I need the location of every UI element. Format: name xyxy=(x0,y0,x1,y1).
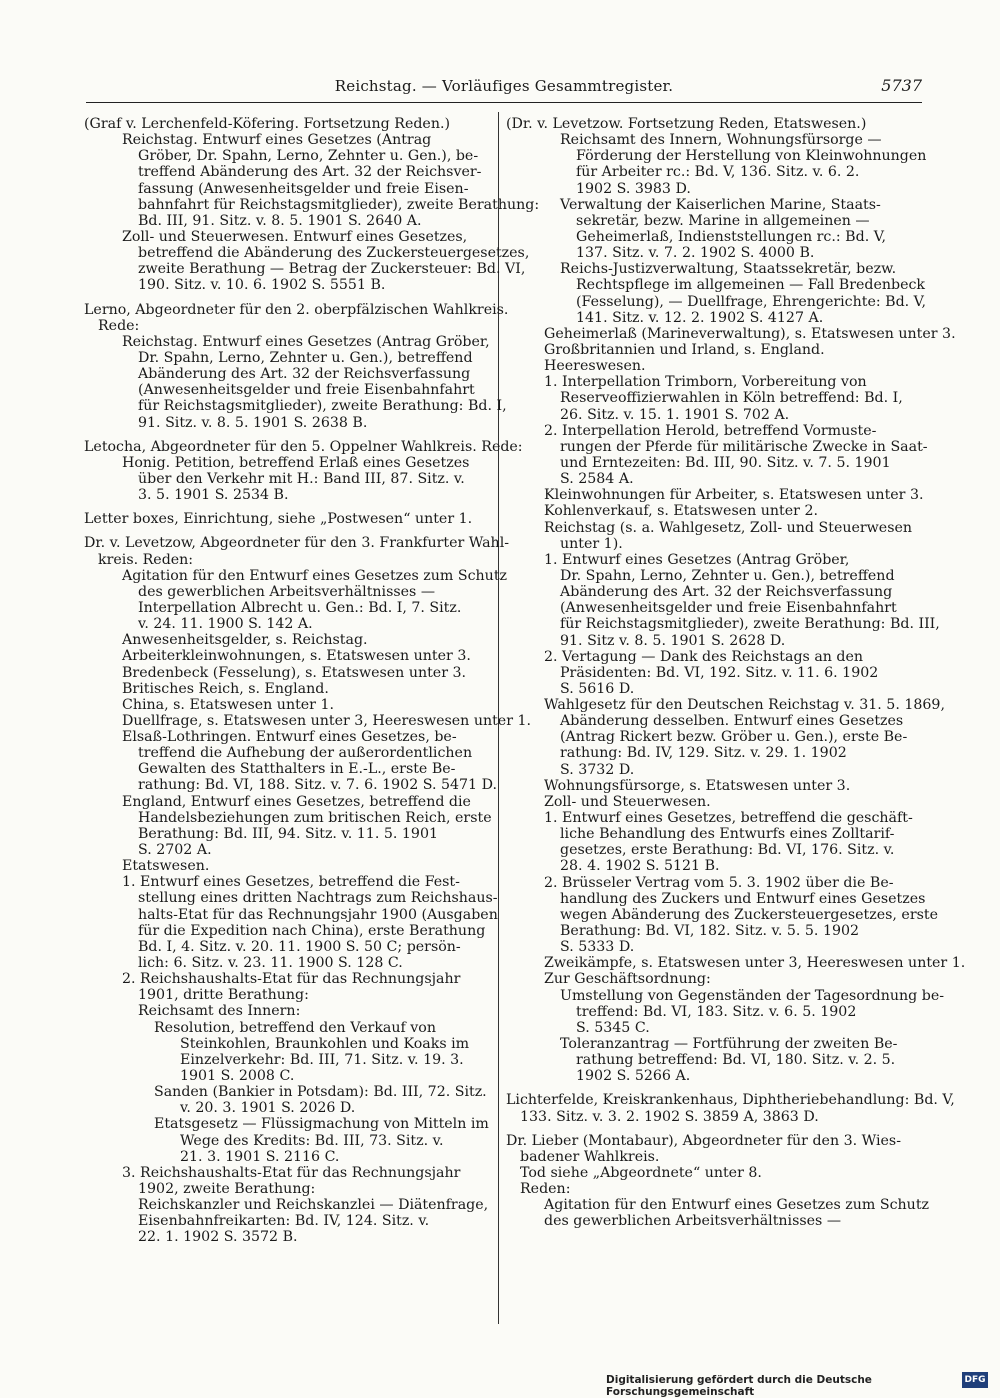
right-column xyxy=(506,116,966,1321)
index-line: Dr. Spahn, Lerno, Zehnter u. Gen.), betreffend xyxy=(560,567,895,584)
index-line: 3. 5. 1901 S. 2534 B. xyxy=(138,487,289,504)
index-line: Reichskanzler und Reichskanzlei — Diätenfrage, xyxy=(138,1197,489,1214)
index-line: 1901, dritte Berathung: xyxy=(138,987,309,1004)
index-line: 1902 S. 3983 D. xyxy=(576,180,691,197)
index-line: Etatsgesetz — Flüssigmachung von Mitteln im xyxy=(154,1116,489,1133)
index-line: Letocha, Abgeordneter für den 5. Oppelner Wahlkreis. Rede: xyxy=(84,438,523,455)
entry-spacer xyxy=(84,503,502,511)
index-line: Reichs-Justizverwaltung, Staatssekretär, bezw. xyxy=(560,261,897,278)
index-line: 3. Reichshaushalts-Etat für das Rechnungsjahr xyxy=(122,1164,461,1181)
index-line: S. 5616 D. xyxy=(560,680,635,697)
index-line: 190. Sitz. v. 10. 6. 1902 S. 5551 B. xyxy=(138,277,386,294)
index-line: S. 2702 A. xyxy=(138,842,212,859)
index-line: Förderung der Herstellung von Kleinwohnungen xyxy=(576,148,927,165)
index-line: Arbeiterkleinwohnungen, s. Etatswesen unter 3. xyxy=(122,648,471,665)
index-line: für die Expedition nach China), erste Berathung xyxy=(138,922,486,939)
running-header xyxy=(86,76,922,103)
index-line: 2. Vertagung — Dank des Reichstags an den xyxy=(544,648,864,665)
index-line: Abänderung desselben. Entwurf eines Gesetzes xyxy=(560,713,904,730)
index-line: Bd. III, 91. Sitz. v. 8. 5. 1901 S. 2640 A. xyxy=(138,212,422,229)
index-line: 1. Entwurf eines Gesetzes (Antrag Gröber, xyxy=(544,551,850,568)
index-line: 21. 3. 1901 S. 2116 C. xyxy=(180,1148,340,1165)
index-line: Abänderung des Art. 32 der Reichsverfassung xyxy=(138,366,471,383)
page-number: 5737 xyxy=(881,76,922,95)
index-line: England, Entwurf eines Gesetzes, betreffend die xyxy=(122,793,471,810)
index-line: 137. Sitz. v. 7. 2. 1902 S. 4000 B. xyxy=(576,245,815,262)
index-line: 1. Entwurf eines Gesetzes, betreffend die Fest- xyxy=(122,874,460,891)
index-line: (Anwesenheitsgelder und freie Eisenbahnfahrt xyxy=(560,600,897,617)
index-line: Tod siehe „Abgeordnete“ unter 8. xyxy=(520,1165,762,1181)
header-title: Reichstag. — Vorläufiges Gesammtregister. xyxy=(334,77,674,95)
index-line: Rede: xyxy=(98,317,140,334)
index-line: China, s. Etatswesen unter 1. xyxy=(122,696,335,713)
index-line: 2. Interpellation Herold, betreffend Vormuste- xyxy=(544,422,877,439)
index-line: Reichstag. Entwurf eines Gesetzes (Antrag Gröber, xyxy=(122,333,490,350)
index-line: Zoll- und Steuerwesen. xyxy=(544,793,711,810)
index-line: Interpellation Albrecht u. Gen.: Bd. I, 7. Sitz. xyxy=(138,599,462,616)
index-line: halts-Etat für das Rechnungsjahr 1900 (Ausgaben xyxy=(138,906,498,923)
index-line: Großbritannien und Irland, s. England. xyxy=(544,341,825,358)
index-line: Reichstag. Entwurf eines Gesetzes (Antrag xyxy=(122,132,432,149)
index-line: für Reichstagsmitglieder), zweite Berathung: Bd. I, xyxy=(138,398,507,415)
index-line: 22. 1. 1902 S. 3572 B. xyxy=(138,1229,298,1246)
index-line: zweite Berathung — Betrag der Zuckersteuer: Bd. VI, xyxy=(138,261,526,278)
index-line: 1902 S. 5266 A. xyxy=(576,1068,691,1085)
index-line: (Anwesenheitsgelder und freie Eisenbahnfahrt xyxy=(138,382,475,399)
index-line: 1902, zweite Berathung: xyxy=(138,1181,316,1197)
index-line: Gewalten des Statthalters in E.-L., erste Be- xyxy=(138,761,456,778)
index-line: 91. Sitz. v. 8. 5. 1901 S. 2638 B. xyxy=(138,414,368,431)
index-line: S. 5333 D. xyxy=(560,939,635,956)
index-line: Resolution, betreffend den Verkauf von xyxy=(154,1019,436,1036)
index-line: und Erntezeiten: Bd. III, 90. Sitz. v. 7. 5. 1901 xyxy=(560,454,891,471)
entry-spacer xyxy=(84,527,502,535)
index-line: S. 5345 C. xyxy=(576,1019,650,1036)
index-line: Heereswesen. xyxy=(544,358,646,375)
index-line: 1901 S. 2008 C. xyxy=(180,1068,295,1085)
index-line: Umstellung von Gegenständen der Tagesordnung be- xyxy=(560,987,945,1004)
index-line: (Graf v. Lerchenfeld-Köfering. Fortsetzung Reden.) xyxy=(84,116,451,132)
index-line: Anwesenheitsgelder, s. Reichstag. xyxy=(122,632,368,649)
index-line: fassung (Anwesenheitsgelder und freie Eisen- xyxy=(138,180,469,197)
index-line: rathung: Bd. IV, 129. Sitz. v. 29. 1. 1902 xyxy=(560,745,847,762)
index-line: 26. Sitz. v. 15. 1. 1901 S. 702 A. xyxy=(560,406,790,423)
entry-spacer xyxy=(84,294,502,302)
index-line: 141. Sitz. v. 12. 2. 1902 S. 4127 A. xyxy=(576,309,824,326)
index-line: rathung betreffend: Bd. VI, 180. Sitz. v. 2. 5. xyxy=(576,1052,896,1069)
index-line: Honig. Petition, betreffend Erlaß eines Gesetzes xyxy=(122,454,470,471)
index-line: Agitation für den Entwurf eines Gesetzes zum Schutz xyxy=(122,567,507,584)
index-line: Geheimerlaß, Indienststellungen rc.: Bd. V, xyxy=(576,228,886,245)
index-line: v. 24. 11. 1900 S. 142 A. xyxy=(138,616,313,633)
index-line: S. 2584 A. xyxy=(560,471,634,488)
entry-spacer xyxy=(84,431,502,439)
index-line: Kohlenverkauf, s. Etatswesen unter 2. xyxy=(544,503,818,520)
dfg-logo-icon: DFG xyxy=(962,1372,988,1388)
index-line: Dr. Lieber (Montabaur), Abgeordneter für den 3. Wies- xyxy=(506,1132,901,1149)
index-line: Letter boxes, Einrichtung, siehe „Postwesen“ unter 1. xyxy=(84,511,473,528)
index-line: 133. Sitz. v. 3. 2. 1902 S. 3859 A, 3863 D. xyxy=(520,1108,819,1125)
index-line: für Arbeiter rc.: Bd. V, 136. Sitz. v. 6. 2. xyxy=(576,164,860,181)
index-line: S. 3732 D. xyxy=(560,761,635,778)
index-line: Lerno, Abgeordneter für den 2. oberpfälzischen Wahlkreis. xyxy=(84,301,509,318)
index-line: (Antrag Rickert bezw. Gröber u. Gen.), erste Be- xyxy=(560,729,908,746)
footer-credit: Digitalisierung gefördert durch die Deutsche Forschungsgemeinschaft xyxy=(606,1374,872,1398)
index-line: Steinkohlen, Braunkohlen und Koaks im xyxy=(180,1035,470,1052)
index-line: 1. Entwurf eines Gesetzes, betreffend die geschäft- xyxy=(544,810,913,827)
index-line: 28. 4. 1902 S. 5121 B. xyxy=(560,858,720,875)
index-line: Handelsbeziehungen zum britischen Reich, erste xyxy=(138,809,492,826)
index-line: betreffend die Abänderung des Zuckersteuergesetzes, xyxy=(138,245,530,262)
index-line: Wohnungsfürsorge, s. Etatswesen unter 3. xyxy=(544,777,851,794)
index-line: lich: 6. Sitz. v. 23. 11. 1900 S. 128 C. xyxy=(138,955,403,972)
index-line: Agitation für den Entwurf eines Gesetzes zum Schutz xyxy=(544,1197,929,1214)
index-line: des gewerblichen Arbeitsverhältnisses — xyxy=(544,1213,842,1230)
index-line: treffend: Bd. VI, 183. Sitz. v. 6. 5. 1902 xyxy=(576,1003,857,1020)
entry-spacer xyxy=(506,1084,918,1092)
index-line: Reichsamt des Innern: xyxy=(138,1003,301,1020)
index-line: Elsaß-Lothringen. Entwurf eines Gesetzes, be- xyxy=(122,729,457,746)
index-line: liche Behandlung des Entwurfs eines Zolltarif- xyxy=(560,826,895,843)
footer xyxy=(606,1372,990,1398)
index-line: Berathung: Bd. VI, 182. Sitz. v. 5. 5. 1902 xyxy=(560,923,860,940)
index-line: Bredenbeck (Fesselung), s. Etatswesen unter 3. xyxy=(122,664,467,681)
index-line: v. 20. 3. 1901 S. 2026 D. xyxy=(180,1100,356,1117)
index-line: rathung: Bd. VI, 188. Sitz. v. 7. 6. 1902 S. 5471 D. xyxy=(138,777,497,794)
index-line: 91. Sitz v. 8. 5. 1901 S. 2628 D. xyxy=(560,632,786,649)
index-line: stellung eines dritten Nachtrags zum Reichshaus- xyxy=(138,890,498,907)
left-column xyxy=(84,116,540,1321)
index-line: unter 1). xyxy=(560,535,623,552)
index-line: Reden: xyxy=(520,1181,571,1198)
index-line: Lichterfelde, Kreiskrankenhaus, Diphtheriebehandlung: Bd. V, xyxy=(506,1092,955,1109)
index-line: Reichsamt des Innern, Wohnungsfürsorge — xyxy=(560,132,882,149)
index-line: 2. Brüsseler Vertrag vom 5. 3. 1902 über die Be- xyxy=(544,874,894,891)
entry-spacer xyxy=(506,1125,918,1133)
index-line: 2. Reichshaushalts-Etat für das Rechnungsjahr xyxy=(122,971,461,988)
index-line: bahnfahrt für Reichstagsmitglieder), zweite Berathung: xyxy=(138,196,540,213)
index-line: sekretär, bezw. Marine in allgemeinen — xyxy=(576,212,870,229)
index-line: handlung des Zuckers und Entwurf eines Gesetzes xyxy=(560,890,926,907)
index-line: Eisenbahnfreikarten: Bd. IV, 124. Sitz. v. xyxy=(138,1213,430,1230)
index-line: Gröber, Dr. Spahn, Lerno, Zehnter u. Gen.), be- xyxy=(138,148,479,165)
index-line: gesetzes, erste Berathung: Bd. VI, 176. Sitz. v. xyxy=(560,842,895,859)
index-line: Zur Geschäftsordnung: xyxy=(544,971,711,988)
index-line: Abänderung des Art. 32 der Reichsverfassung xyxy=(560,584,893,601)
index-line: Wahlgesetz für den Deutschen Reichstag v. 31. 5. 1869, xyxy=(544,697,945,714)
index-line: Reserveoffizierwahlen in Köln betreffend: Bd. I, xyxy=(560,390,903,407)
index-line: Rechtspflege im allgemeinen — Fall Bredenbeck xyxy=(576,277,926,294)
index-line: Zoll- und Steuerwesen. Entwurf eines Gesetzes, xyxy=(122,228,468,245)
index-line: Geheimerlaß (Marineverwaltung), s. Etatswesen unter 3. xyxy=(544,325,956,342)
index-line: 1. Interpellation Trimborn, Vorbereitung von xyxy=(544,374,867,391)
index-line: (Dr. v. Levetzow. Fortsetzung Reden, Etatswesen.) xyxy=(506,116,867,132)
index-line: Einzelverkehr: Bd. III, 71. Sitz. v. 19. 3. xyxy=(180,1051,464,1068)
index-line: treffend die Aufhebung der außerordentlichen xyxy=(138,745,473,762)
index-line: Dr. v. Levetzow, Abgeordneter für den 3. Frankfurter Wahl- xyxy=(84,535,510,552)
index-line: badener Wahlkreis. xyxy=(520,1148,660,1165)
index-line: Sanden (Bankier in Potsdam): Bd. III, 72. Sitz. xyxy=(154,1084,487,1101)
index-line: Toleranzantrag — Fortführung der zweiten Be- xyxy=(560,1036,898,1053)
index-line: kreis. Reden: xyxy=(98,551,194,568)
index-line: Zweikämpfe, s. Etatswesen unter 3, Heereswesen unter 1. xyxy=(544,955,966,972)
index-line: Kleinwohnungen für Arbeiter, s. Etatswesen unter 3. xyxy=(544,487,924,504)
index-line: Duellfrage, s. Etatswesen unter 3, Heereswesen unter 1. xyxy=(122,712,532,729)
index-line: Britisches Reich, s. England. xyxy=(122,680,329,697)
index-line: Berathung: Bd. III, 94. Sitz. v. 11. 5. 1901 xyxy=(138,825,439,842)
index-line: rungen der Pferde für militärische Zwecke in Saat- xyxy=(560,438,928,455)
index-line: Präsidenten: Bd. VI, 192. Sitz. v. 11. 6. 1902 xyxy=(560,664,879,681)
index-line: Etatswesen. xyxy=(122,858,210,875)
index-line: des gewerblichen Arbeitsverhältnisses — xyxy=(138,583,436,600)
index-line: für Reichstagsmitglieder), zweite Berathung: Bd. III, xyxy=(560,616,940,633)
index-line: Verwaltung der Kaiserlichen Marine, Staats- xyxy=(560,196,881,213)
index-line: über den Verkehr mit H.: Band III, 87. Sitz. v. xyxy=(138,470,465,487)
index-line: Wege des Kredits: Bd. III, 73. Sitz. v. xyxy=(180,1132,444,1149)
index-line: Bd. I, 4. Sitz. v. 20. 11. 1900 S. 50 C; persön- xyxy=(138,938,461,955)
index-line: wegen Abänderung des Zuckersteuergesetzes, erste xyxy=(560,906,938,923)
index-line: (Fesselung), — Duellfrage, Ehrengerichte: Bd. V, xyxy=(576,293,926,310)
index-line: Reichstag (s. a. Wahlgesetz, Zoll- und Steuerwesen xyxy=(544,519,913,536)
index-line: treffend Abänderung des Art. 32 der Reichsver- xyxy=(138,164,482,181)
index-line: Dr. Spahn, Lerno, Zehnter u. Gen.), betreffend xyxy=(138,349,473,366)
